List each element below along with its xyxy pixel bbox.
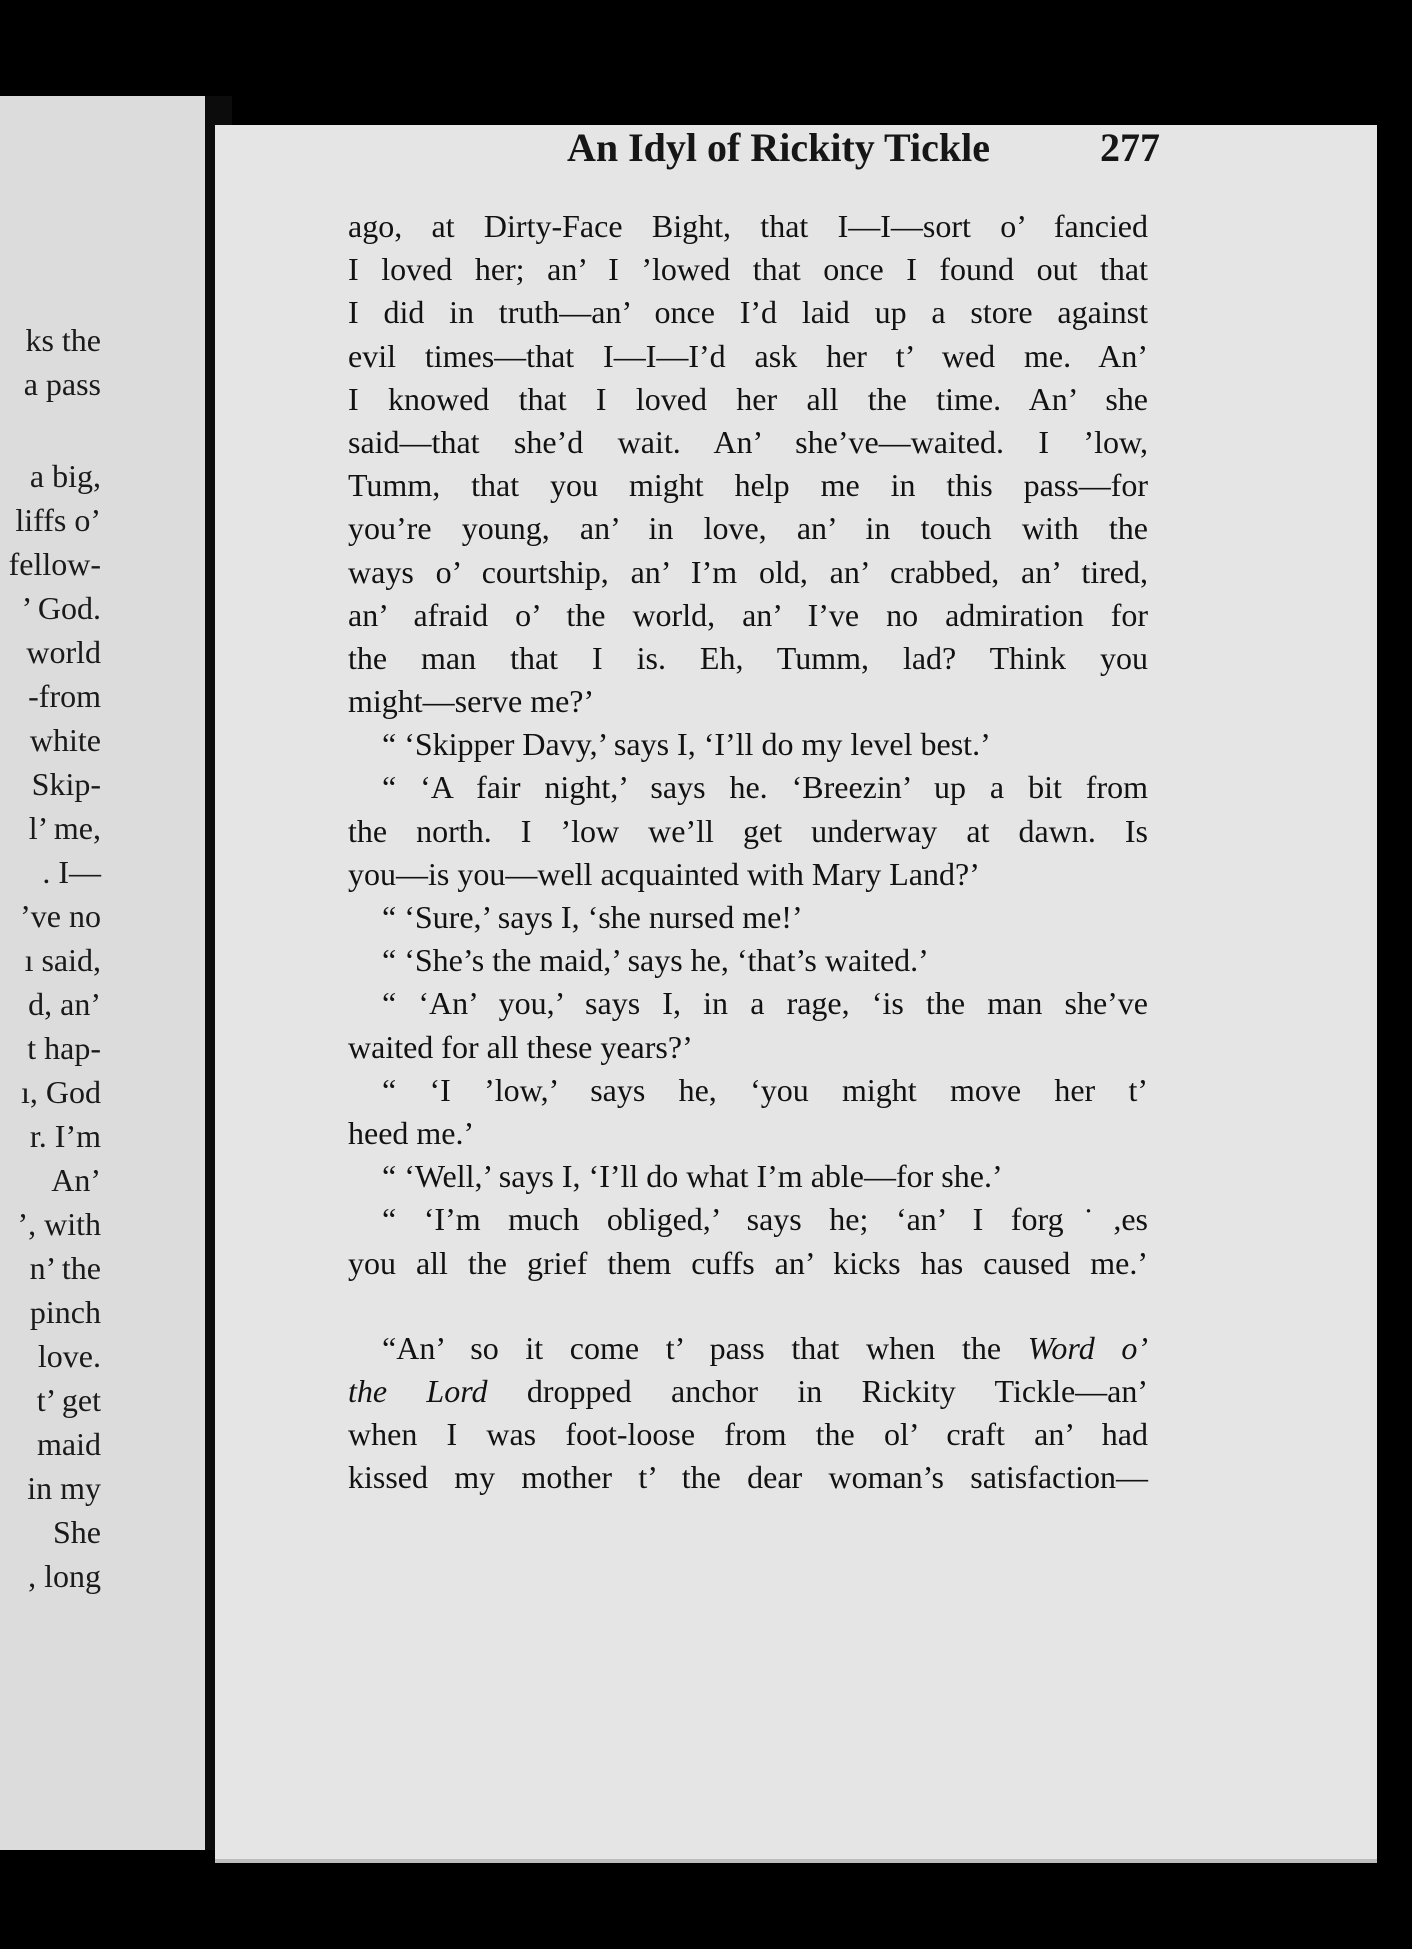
text-line: heed me.’ — [348, 1114, 475, 1151]
text-line: might—serve me?’ — [348, 683, 595, 720]
left-line: white — [29, 722, 101, 758]
left-line: An’ — [51, 1162, 101, 1198]
left-line: t’ get — [36, 1382, 101, 1418]
left-line: a big, — [29, 458, 101, 494]
text-line: “ ‘She’s the maid,’ says he, ‘that’s waited.’ — [382, 942, 929, 979]
text-line: ways o’ courtship, an’ I’m old, an’ crabbed, an’ tired, — [348, 553, 1148, 590]
running-title: An Idyl of Rickity Tickle — [566, 125, 990, 170]
text-line: “ ‘A fair night,’ says he. ‘Breezin’ up a bit from — [382, 769, 1148, 806]
text-line: evil times—that I—I—I’d ask her t’ wed me. An’ — [348, 337, 1148, 374]
text-line: you’re young, an’ in love, an’ in touch with the — [348, 510, 1148, 547]
text-line: you—is you—well acquainted with Mary Land?’ — [348, 855, 980, 892]
left-line: love. — [37, 1338, 101, 1374]
text-line: “ ‘Sure,’ says I, ‘she nursed me!’ — [382, 899, 803, 935]
left-line: ’ God. — [21, 590, 101, 626]
text-line: I loved her; an’ I ’lowed that once I found out that — [348, 251, 1148, 288]
text-line: said—that she’d wait. An’ she’ve—waited. I ’low, — [348, 423, 1148, 460]
running-header — [316, 124, 1160, 184]
text-line: you all the grief them cuffs an’ kicks has caused me.’ — [348, 1244, 1148, 1281]
text-line: ago, at Dirty-Face Bight, that I—I—sort o’ fancied — [348, 208, 1148, 244]
left-line: She — [53, 1514, 101, 1550]
text-line — [348, 1327, 1148, 1370]
left-line: . I— — [42, 854, 101, 890]
text-line: the man that I is. Eh, Tumm, lad? Think you — [348, 639, 1148, 676]
left-line: pinch — [29, 1294, 101, 1330]
text-line: kissed my mother t’ the dear woman’s satisfaction— — [348, 1459, 1148, 1496]
left-page-text — [0, 318, 205, 1598]
left-line: l’ me, — [28, 810, 101, 846]
text-line: “ ‘I’m much obliged,’ says he; ‘an’ I forg˙,es — [382, 1201, 1148, 1238]
left-line: r. I’m — [29, 1118, 101, 1154]
page-bottom-edge — [215, 1859, 1377, 1863]
text-line: when I was foot-loose from the ol’ craft an’ had — [348, 1416, 1148, 1453]
text-line: I knowed that I loved her all the time. An’ she — [348, 380, 1148, 417]
left-line: liffs o’ — [15, 502, 101, 538]
text-span: dropped anchor in Rickity Tickle—an’ — [526, 1372, 1149, 1409]
left-line: ı said, — [24, 942, 101, 978]
page-number: 277 — [1100, 125, 1160, 170]
text-line: the north. I ’low we’ll get underway at dawn. Is — [348, 812, 1148, 849]
left-line: -from — [28, 678, 101, 714]
text-line — [348, 1370, 1148, 1413]
left-line: fellow- — [8, 546, 101, 582]
left-line: t hap- — [27, 1030, 101, 1066]
text-line: “ ‘Skipper Davy,’ says I, ‘I’ll do my level best.’ — [382, 726, 991, 763]
left-line: ks the — [25, 322, 101, 358]
text-line: an’ afraid o’ the world, an’ I’ve no admiration for — [348, 596, 1148, 633]
left-line: ’, with — [17, 1206, 101, 1242]
left-line: , long — [28, 1558, 101, 1594]
text-line: Tumm, that you might help me in this pass—for — [348, 467, 1148, 504]
left-line: world — [26, 634, 101, 670]
text-span: “An’ so it come t’ pass that when the — [382, 1329, 1002, 1366]
left-line: Skip- — [31, 766, 101, 802]
left-line: a pass — [23, 366, 101, 402]
text-line: “ ‘An’ you,’ says I, in a rage, ‘is the man she’ve — [382, 985, 1148, 1022]
left-line: ’ve no — [20, 898, 101, 934]
text-line: “ ‘I ’low,’ says he, ‘you might move her t’ — [382, 1071, 1148, 1108]
left-line: ı, God — [21, 1074, 101, 1110]
ship-name-italic: Word o’ — [1027, 1329, 1148, 1366]
body-text — [348, 205, 1148, 1499]
text-line: waited for all these years?’ — [348, 1028, 693, 1065]
ship-name-italic: the Lord — [348, 1372, 488, 1409]
left-page — [0, 96, 205, 1850]
left-line: maid — [37, 1426, 101, 1462]
text-line: “ ‘Well,’ says I, ‘I’ll do what I’m able—for she.’ — [382, 1158, 1003, 1195]
left-gap — [0, 406, 205, 454]
left-line: d, an’ — [28, 986, 101, 1022]
paragraph-gap — [348, 1285, 1148, 1327]
left-line: n’ the — [29, 1250, 101, 1286]
text-line: I did in truth—an’ once I’d laid up a store against — [348, 294, 1148, 331]
left-line: in my — [27, 1470, 101, 1506]
